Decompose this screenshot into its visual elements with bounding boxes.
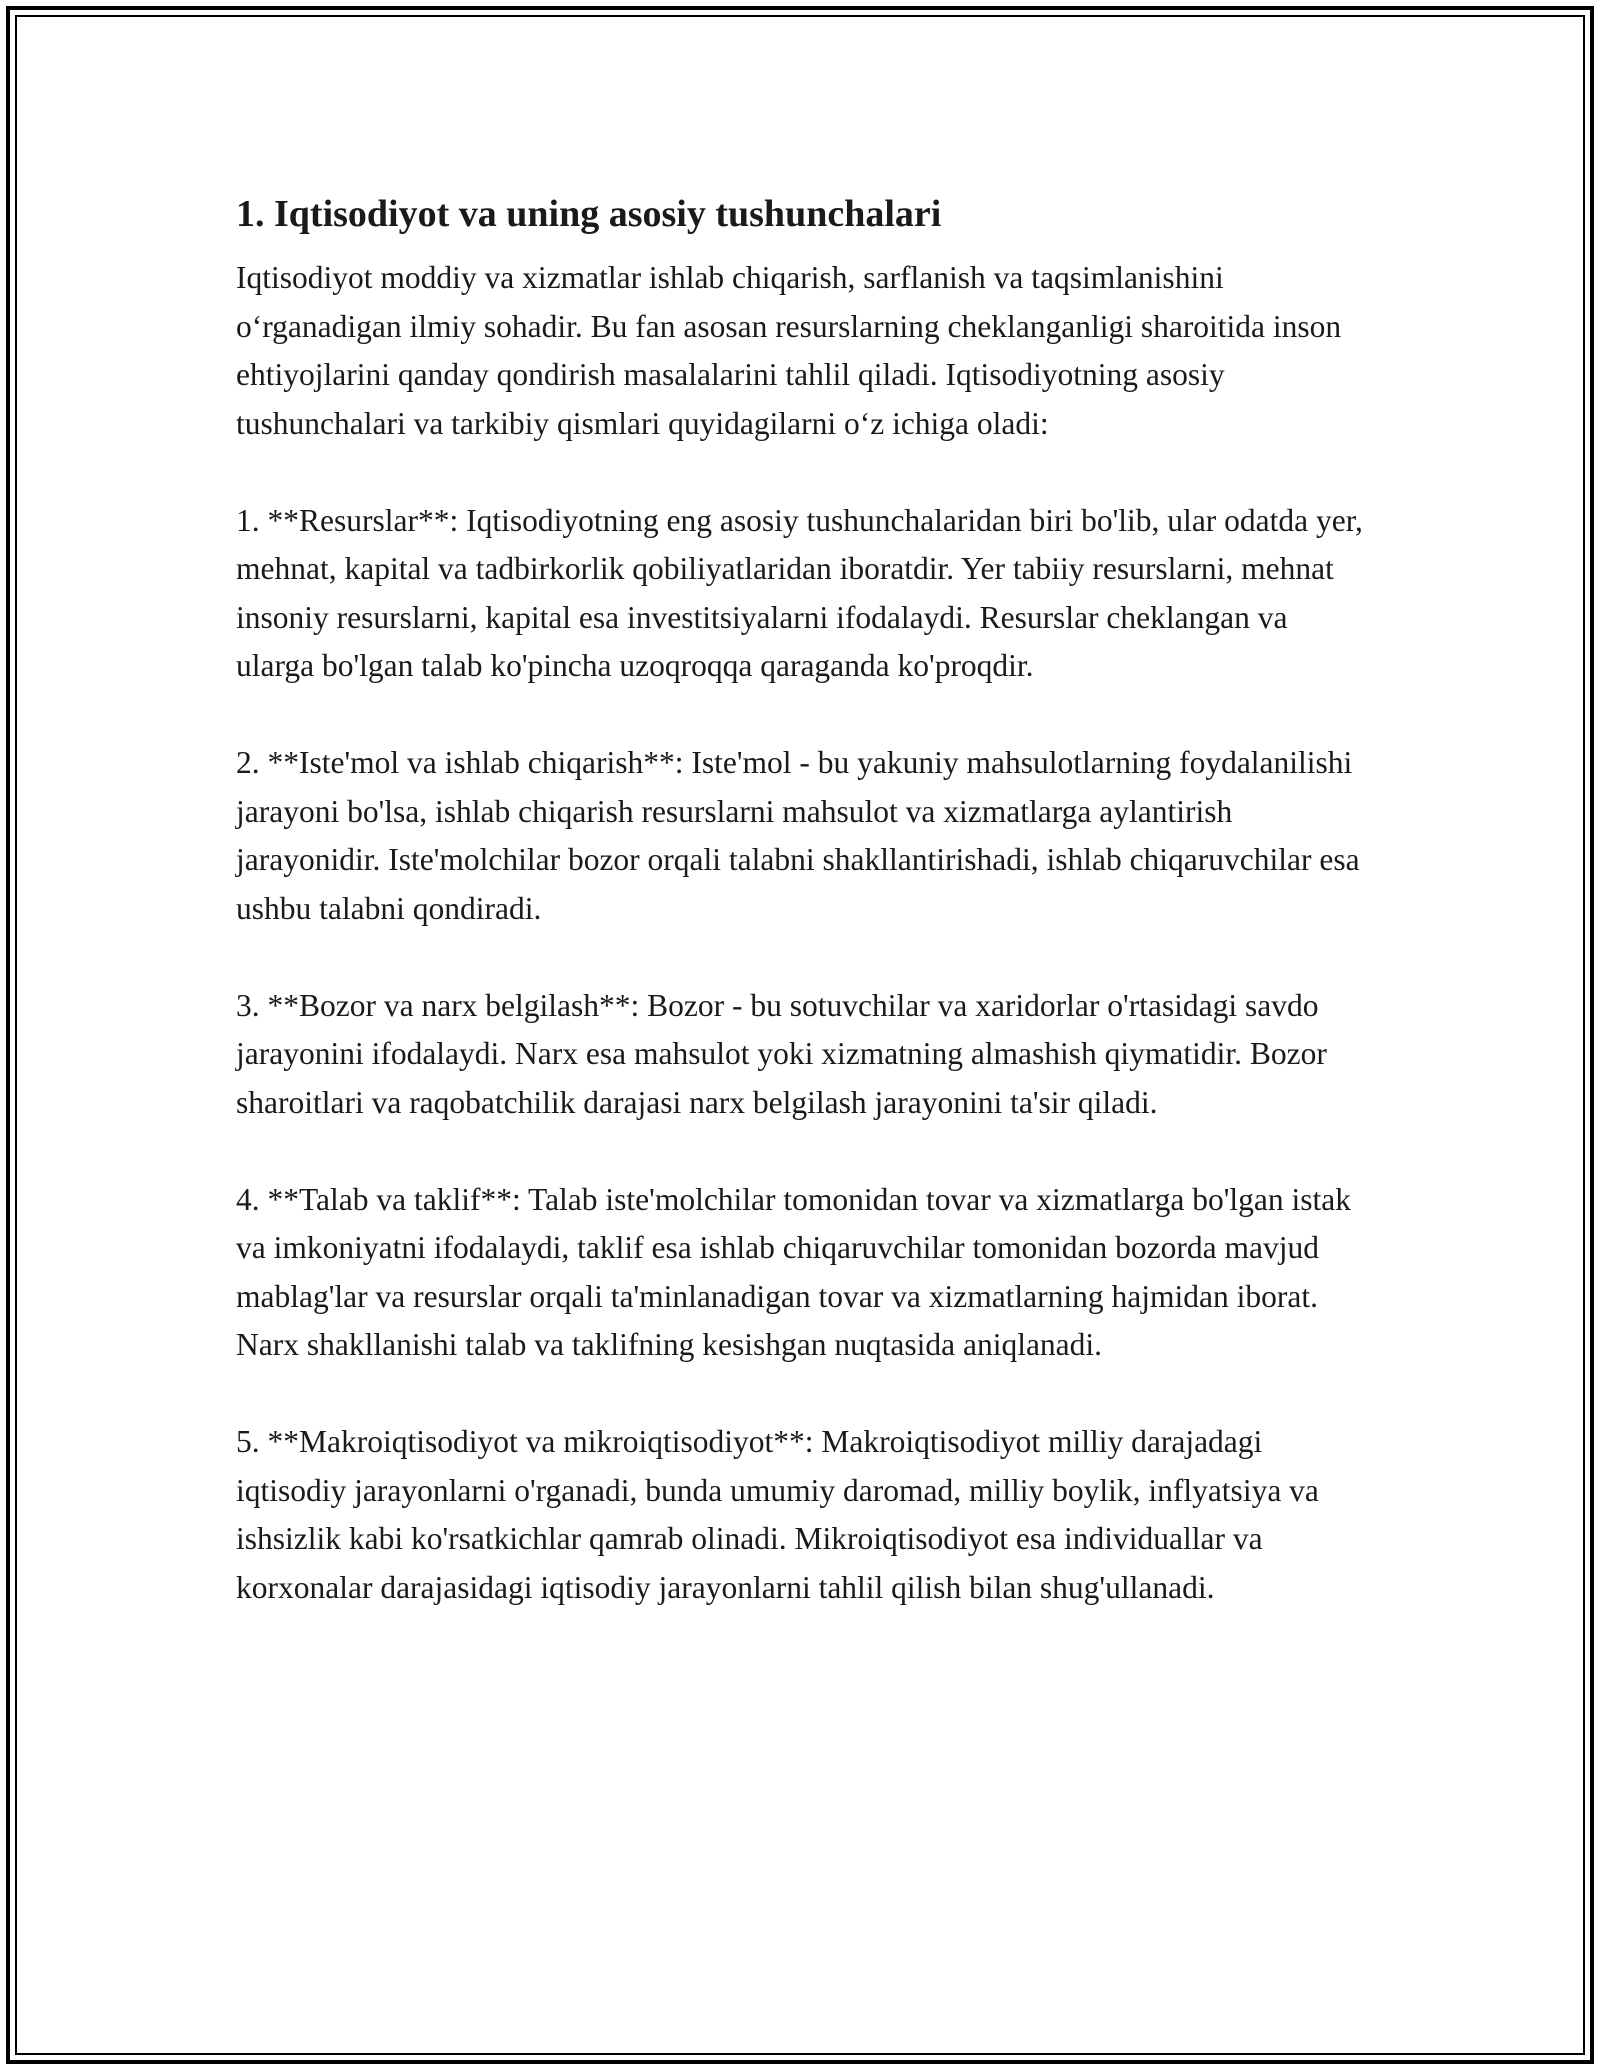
list-item-resources: 1. **Resurslar**: Iqtisodiyotning eng asosiy tushunchalaridan biri bo'lib, ular odatda yer, mehnat, kapital va tadbirkorlik qobiliyatlaridan iboratdir. Yer tabiiy resurslarni, mehnat insoniy resurslarni, kapital esa investitsiyalarni ifodalaydi. Resurslar cheklangan va ularga bo'lgan talab ko'pincha uzoqroqqa qaraganda ko'proqdir. — [236, 502, 1363, 683]
document-body — [236, 184, 1366, 1612]
section-heading: 1. Iqtisodiyot va uning asosiy tushunchalari — [236, 193, 942, 235]
list-item-supply-demand: 4. **Talab va taklif**: Talab iste'molchilar tomonidan tovar va xizmatlarga bo'lgan istak va imkoniyatni ifodalaydi, taklif esa ishlab chiqaruvchilar tomonidan bozorda mavjud mablag'lar va resurslar orqali ta'minlanadigan tovar va xizmatlarning hajmidan iborat. Narx shakllanishi talab va taklifning kesishgan nuqtasida aniqlanadi. — [236, 1181, 1351, 1362]
intro-paragraph: Iqtisodiyot moddiy va xizmatlar ishlab chiqarish, sarflanish va taqsimlanishini o‘rganadigan ilmiy sohadir. Bu fan asosan resurslarning cheklanganligi sharoitida inson ehtiyojlarini qanday qondirish masalalarini tahlil qiladi. Iqtisodiyotning asosiy tushunchalari va tarkibiy qismlari quyidagilarni o‘z ichiga oladi: — [236, 260, 1342, 441]
list-item-macro-micro: 5. **Makroiqtisodiyot va mikroiqtisodiyot**: Makroiqtisodiyot milliy darajadagi iqtisodiy jarayonlarni o'rganadi, bunda umumiy daromad, milliy boylik, inflyatsiya va ishsizlik kabi ko'rsatkichlar qamrab olinadi. Mikroiqtisodiyot esa individuallar va korxonalar darajasidagi iqtisodiy jarayonlarni tahlil qilish bilan shug'ullanadi. — [236, 1424, 1319, 1605]
list-item-consumption-production: 2. **Iste'mol va ishlab chiqarish**: Iste'mol - bu yakuniy mahsulotlarning foydalanilishi jarayoni bo'lsa, ishlab chiqarish resurslarni mahsulot va xizmatlarga aylantirish jarayonidir. Iste'molchilar bozor orqali talabni shakllantirishadi, ishlab chiqaruvchilar esa ushbu talabni qondiradi. — [236, 745, 1360, 926]
list-item-market-pricing: 3. **Bozor va narx belgilash**: Bozor - bu sotuvchilar va xaridorlar o'rtasidagi savdo jarayonini ifodalaydi. Narx esa mahsulot yoki xizmatning almashish qiymatidir. Bozor sharoitlari va raqobatchilik darajasi narx belgilash jarayonini ta'sir qiladi. — [236, 987, 1327, 1120]
